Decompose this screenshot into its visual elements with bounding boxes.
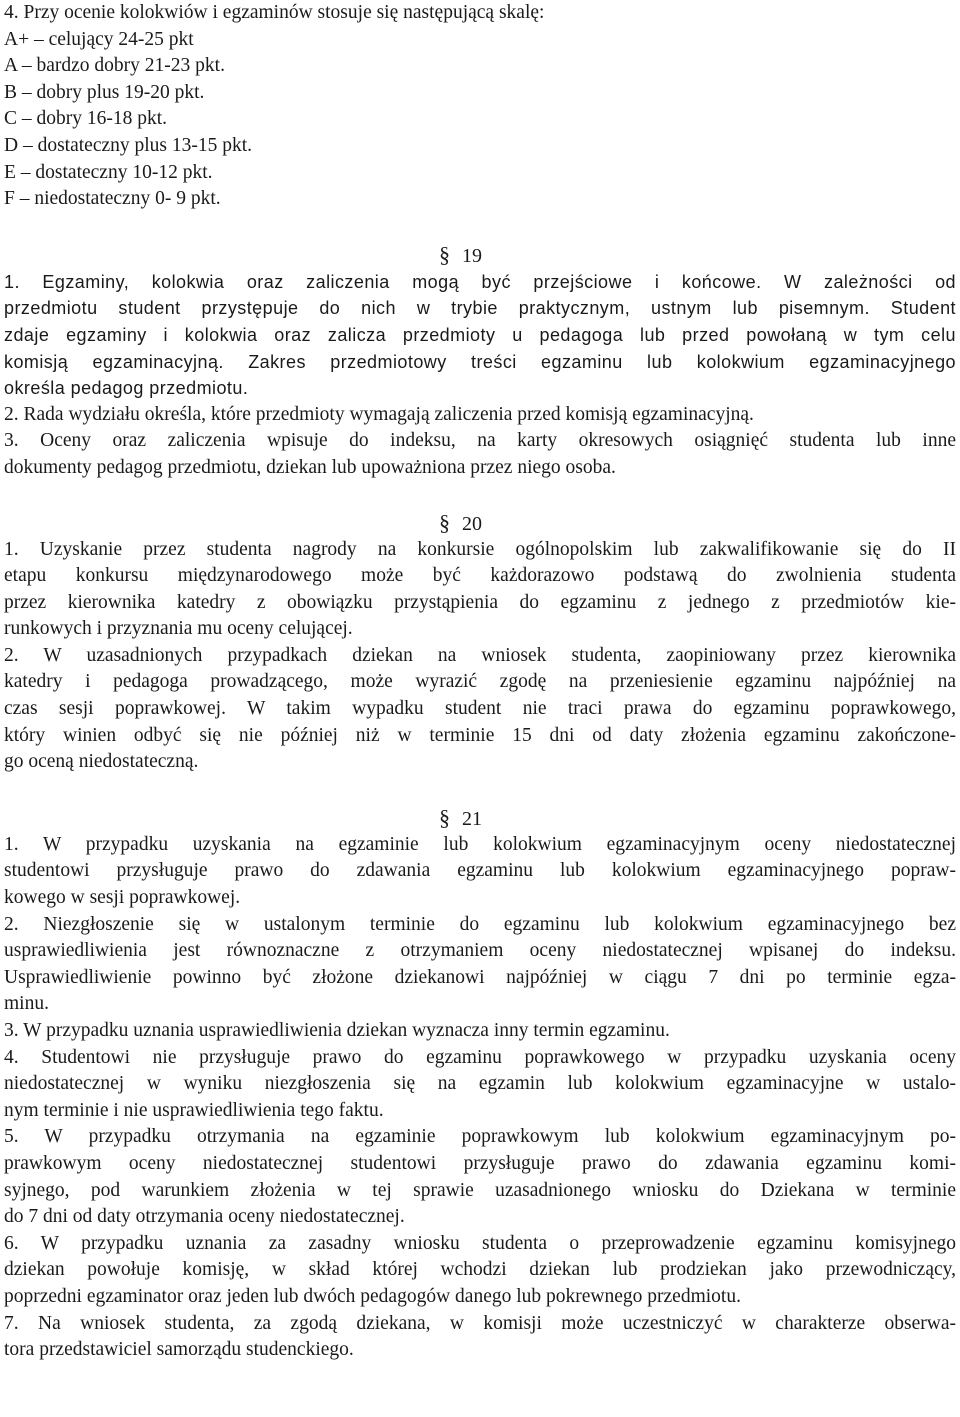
- grading-intro: 4. Przy ocenie kolokwiów i egzaminów stosuje się następującą skalę:: [4, 2, 545, 23]
- text-line: etapu konkursu międzynarodowego może być każdorazowo podstawą do zwolnienia studenta: [4, 565, 956, 587]
- text-line: 2. W uzasadnionych przypadkach dziekan na wniosek studenta, zaopiniowany przez kierownika: [4, 644, 956, 666]
- grading-item: A – bardzo dobry 21-23 pkt.: [4, 55, 225, 77]
- grading-item: D – dostateczny plus 13-15 pkt.: [4, 134, 253, 156]
- section-number: 21: [462, 807, 482, 830]
- paragraph-sign: §: [439, 804, 450, 830]
- text-line: przedmiotu student przystępuje do nich w trybie praktycznym, ustnym lub pisemnym. Student: [4, 298, 956, 319]
- grading-item: F – niedostateczny 0- 9 pkt.: [4, 188, 221, 210]
- text-line: katedry i pedagoga prowadzącego, może wyrazić zgodę na przeniesienie egzaminu najpóźniej na: [4, 671, 956, 693]
- text-line: 3. W przypadku uznania usprawiedliwienia dziekan wyznacza inny termin egzaminu.: [4, 1020, 670, 1041]
- text-line: określa pedagog przedmiotu.: [4, 378, 249, 399]
- text-line: 1. Uzyskanie przez studenta nagrody na konkursie ogólnopolskim lub zakwalifikowanie się do II: [4, 538, 956, 560]
- text-line: runkowych i przyznania mu oceny celującej.: [4, 618, 353, 640]
- text-line: poprzedni egzaminator oraz jeden lub dwóch pedagogów danego lub pokrewnego przedmiotu.: [4, 1285, 741, 1307]
- section-body-20: [4, 537, 956, 776]
- text-line: 6. W przypadku uznania za zasadny wniosku studenta o przeprowadzenie egzaminu komisyjnego: [4, 1232, 956, 1254]
- text-line: dokumenty pedagog przedmiotu, dziekan lub upoważniona przez niego osoba.: [4, 456, 616, 478]
- section-number: 20: [462, 512, 482, 535]
- text-line: czas sesji poprawkowej. W takim wypadku student nie traci prawa do egzaminu poprawkowego,: [4, 698, 956, 720]
- grading-item: A+ – celujący 24-25 pkt: [4, 28, 194, 50]
- grading-item: E – dostateczny 10-12 pkt.: [4, 161, 213, 183]
- section-body-21: [4, 832, 956, 1364]
- paragraph-sign: §: [439, 241, 450, 267]
- text-line: go oceną niedostateczną.: [4, 751, 199, 773]
- text-line: który winien odbyć się nie później niż w terminie 15 dni od daty złożenia egzaminu zakończone-: [4, 724, 956, 746]
- section-heading-19: [4, 241, 956, 269]
- text-line: do 7 dni od daty otrzymania oceny niedostatecznej.: [4, 1206, 405, 1228]
- section-heading-21: [4, 804, 956, 832]
- text-line: niedostatecznej w wyniku niezgłoszenia się na egzamin lub kolokwium egzaminacyjne w ustalo-: [4, 1073, 956, 1095]
- section-number: 19: [462, 244, 482, 267]
- text-line: nym terminie i nie usprawiedliwienia tego faktu.: [4, 1099, 384, 1121]
- paragraph-sign: §: [439, 509, 450, 535]
- text-line: studentowi przysługuje prawo do zdawania egzaminu lub kolokwium egzaminacyjnego popraw-: [4, 860, 956, 882]
- document-page: [4, 0, 956, 1364]
- text-line: kowego w sesji poprawkowej.: [4, 887, 241, 909]
- text-line: dziekan powołuje komisję, w skład której wchodzi dziekan lub prodziekan jako przewodniczący,: [4, 1259, 956, 1281]
- text-line: 4. Studentowi nie przysługuje prawo do egzaminu poprawkowego w przypadku uzyskania oceny: [4, 1046, 956, 1068]
- text-line: 5. W przypadku otrzymania na egzaminie poprawkowym lub kolokwium egzaminacyjnym po-: [4, 1126, 956, 1148]
- text-line: 2. Niezgłoszenie się w ustalonym terminie do egzaminu lub kolokwium egzaminacyjnego bez: [4, 913, 956, 935]
- grading-item: B – dobry plus 19-20 pkt.: [4, 81, 205, 103]
- text-line: Usprawiedliwienie powinno być złożone dziekanowi najpóźniej w ciągu 7 dni po terminie egza-: [4, 966, 956, 988]
- section-heading-20: [4, 509, 956, 537]
- grading-item: C – dobry 16-18 pkt.: [4, 108, 168, 130]
- text-line: prawkowym oceny niedostatecznej studentowi przysługuje prawo do zdawania egzaminu komi-: [4, 1152, 956, 1174]
- text-line: tora przedstawiciel samorządu studenckiego.: [4, 1339, 354, 1361]
- text-line: 7. Na wniosek studenta, za zgodą dziekana, w komisji może uczestniczyć w charakterze obserwa-: [4, 1312, 956, 1334]
- text-line: zdaje egzaminy i kolokwia oraz zalicza przedmioty u pedagoga lub przed powołaną w tym celu: [4, 324, 956, 345]
- text-line: minu.: [4, 993, 49, 1015]
- text-line: 1. Egzaminy, kolokwia oraz zaliczenia mogą być przejściowe i końcowe. W zależności od: [4, 271, 956, 292]
- text-line: przez kierownika katedry z obowiązku przystąpienia do egzaminu z jednego z przedmiotów kie-: [4, 591, 956, 613]
- text-line: komisją egzaminacyjną. Zakres przedmiotowy treści egzaminu lub kolokwium egzaminacyjnego: [4, 351, 956, 372]
- text-line: 3. Oceny oraz zaliczenia wpisuje do indeksu, na karty okresowych osiągnięć studenta lub inne: [4, 430, 956, 452]
- text-line: syjnego, pod warunkiem złożenia w tej sprawie uzasadnionego wniosku do Dziekana w terminie: [4, 1179, 956, 1201]
- text-line: usprawiedliwienia jest równoznaczne z otrzymaniem oceny niedostatecznej wpisanej do indeksu.: [4, 940, 956, 962]
- section-body-19-cont: [4, 402, 956, 482]
- section-body-19: [4, 269, 956, 402]
- text-line: 2. Rada wydziału określa, które przedmioty wymagają zaliczenia przed komisją egzaminacyjną.: [4, 403, 754, 425]
- text-line: 1. W przypadku uzyskania na egzaminie lub kolokwium egzaminacyjnym oceny niedostatecznej: [4, 833, 956, 855]
- grading-scale: [4, 0, 956, 213]
